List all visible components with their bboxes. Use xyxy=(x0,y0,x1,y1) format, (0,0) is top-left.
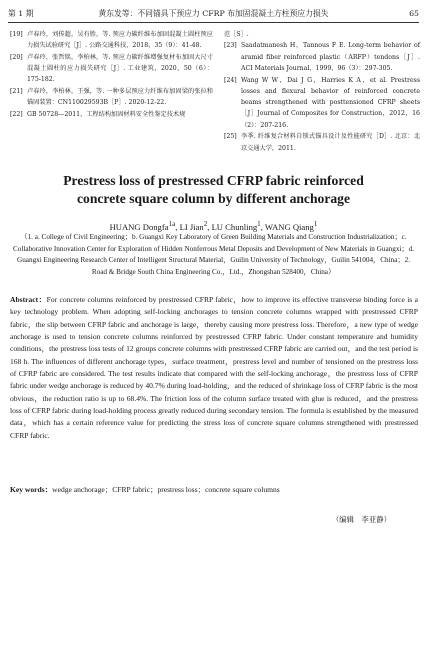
reference-text: 卢春玲，张哲铭，李柏林，等. 预应力碳纤维增强复材布加固大尺寸混凝土圆柱的应力损失研究［J］. 工业建筑，2020，50（6）：175-182. xyxy=(27,53,213,84)
title-line: concrete square column by different anchorage xyxy=(77,191,350,206)
reference-text: Saadatmanesh H，Tannous F E. Long-term behavior of aramid fiber reinforced plastic（ARFP）tendons［J］. ACI Materials Journal，1999，96（3）：297-305. xyxy=(241,42,420,73)
issue-label: 第 1 期 xyxy=(8,9,34,18)
author-affiliation-mark: 1 xyxy=(257,220,261,228)
keywords-label: Key words： xyxy=(10,485,53,494)
affiliations: （1. a. College of Civil Engineering；b. Guangxi Key Laboratory of Green Building Materials and Construction Industrialization；c. Collaborative Innovation Center for Exploration of Hidden Nonferrous Metal Deposits and Development of New Materials in Guangxi；d. Guangxi Engineering Research Center of Intelligent Structural Material，Guilin University of Technology，Guilin 541004，China；2. Road & Bridge South China Engineering Co.，Ltd.，Zhongshan 528400，China） xyxy=(12,233,414,276)
author-affiliation-mark: 1a xyxy=(168,220,176,228)
header-rule xyxy=(8,22,419,23)
reference-text: 卢春玲，刘传超，吴有胜，等. 预应力碳纤维布加固混凝土圆柱预应力损失试验研究［J］. 公路交通科技，2018，35（9）：41-48. xyxy=(27,31,213,50)
reference-text: 范［S］. xyxy=(224,31,249,38)
abstract-text: For concrete columns reinforced by prestressed CFRP fabric，how to improve its effective transverse binding force is a key technology problem. When adopting self-locking anchorages to tension concrete columns wrapped with prestressed CFRP fabric，the slip between CFRP fabric and anchorage is large，thereby causing more prestress loss. Therefore，a new type of wedge anchorage is used to tension concrete columns reinforced by prestressed CFRP fabric. Under constant temperature and humidity conditions，the prestress loss tests of 12 groups concrete columns with prestressed CFRP fabric are carried out，and the test period is 168 h. The influences of different anchorage types，surface treatment，prestress level and number of tensioned on the prestress loss of CFRP fabric are considered. The test results indicate that compared with the self-locking anchorage，the prestress loss of CFRP fabric under wedge anchorage is reduced by 40.7% during load-holding，and the reduced of shrinkage loss of CFRP fabric is the most obvious，the reduction ratio is up to 68.4%. The friction loss of the column surface treated with glue is reduced，and the prestress loss of CFRP fabric during load-holding process greatly reduced during secondary tension. The formula is established by the measured data，which has a certain reference value for predicting the stress loss of concrete square columns strengthened with prestressed CFRP fabric. xyxy=(10,295,418,440)
reference-item xyxy=(10,109,213,120)
running-title: 黄东发等：不同锚具下预应力 CFRP 布加固混凝土方柱预应力损失 xyxy=(98,9,329,18)
abstract-label: Abstract： xyxy=(10,295,47,304)
author-name: HUANG Dongfa xyxy=(109,221,169,232)
reference-number: [21] xyxy=(10,87,23,95)
title-line: Prestress loss of prestressed CFRP fabric reinforced xyxy=(63,173,364,188)
reference-number: [23] xyxy=(224,42,237,50)
reference-item xyxy=(10,86,213,109)
reference-number: [25] xyxy=(224,133,237,141)
references-left-column xyxy=(10,29,213,120)
reference-number: [22] xyxy=(10,110,23,118)
keywords xyxy=(10,484,417,496)
reference-number: [20] xyxy=(10,53,23,61)
reference-item xyxy=(224,40,420,74)
author-name: LI Jian xyxy=(179,221,204,232)
reference-item xyxy=(224,75,420,131)
reference-number: [19] xyxy=(10,31,23,38)
reference-item xyxy=(10,52,213,86)
author-name: WANG Qiang xyxy=(264,221,314,232)
english-title xyxy=(10,172,417,208)
reference-number: [24] xyxy=(224,76,237,84)
references-right-column xyxy=(224,29,420,154)
author-name: LU Chunling xyxy=(211,221,258,232)
abstract xyxy=(10,294,418,442)
reference-text: GB 50728—2011，工程结构加固材料安全性鉴定技术规 xyxy=(27,110,186,118)
reference-continuation xyxy=(224,29,420,40)
running-header xyxy=(8,7,419,21)
editor-note: （编辑 李亚静） xyxy=(331,515,391,524)
reference-item xyxy=(10,29,213,52)
author-list: HUANG Dongfa$^{1a}$, LI Jian$^2$, LU Chunling$^1$, WANG Qiang$^1$ xyxy=(109,220,318,232)
reference-text: Wang W W，Dai J G，Harries K A，et al. Prestress losses and flexural behavior of reinforced concrete beams strengthened with posttensioned CFRP sheets［J］Journal of Composites for Construction，2012，16（2）：207-216. xyxy=(241,76,420,129)
author-affiliation-mark: 2 xyxy=(203,220,208,228)
reference-text: 卢春玲，李柏林，王强，等. 一种多层预应力纤维布加固梁的张拉和锚固装置：CN110029593B［P］. 2020-12-22. xyxy=(27,87,213,107)
reference-item xyxy=(224,131,420,154)
keywords-text: wedge anchorage；CFRP fabric；prestress loss；concrete square columns xyxy=(52,485,280,494)
page-number: 65 xyxy=(409,9,419,18)
author-affiliation-mark: 1 xyxy=(313,220,318,228)
reference-text: 李季. 纤维复合材料自锁式锚具设计及性能研究［D］. 北京：北京交通大学，2011. xyxy=(241,133,420,152)
